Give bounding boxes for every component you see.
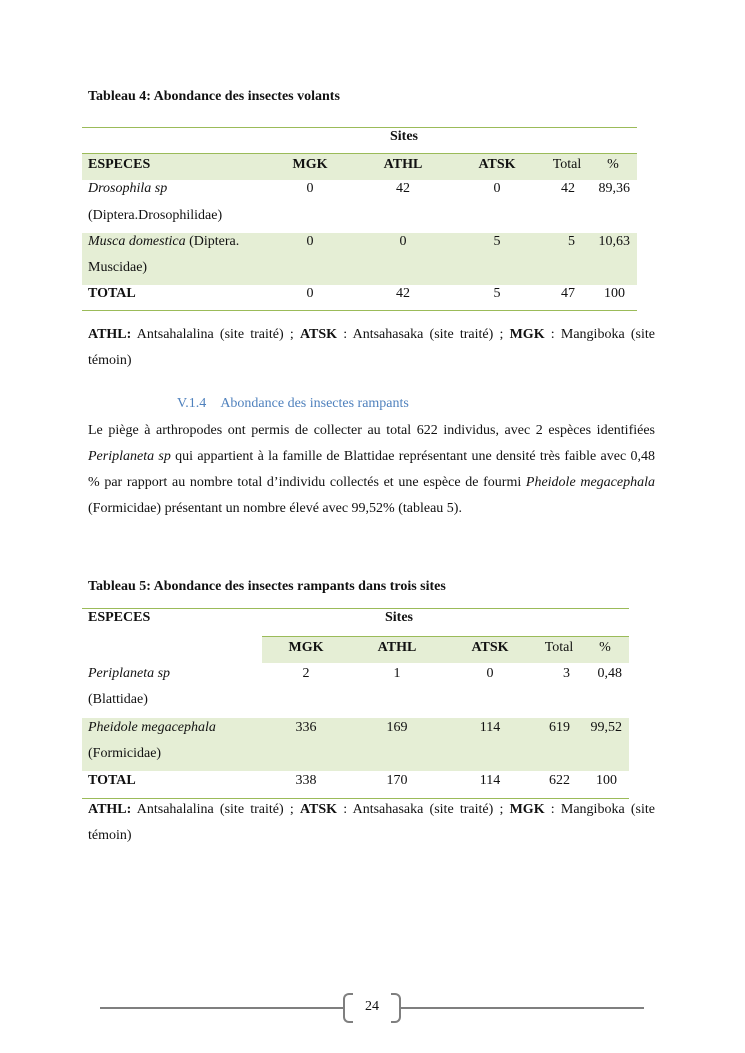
- table5-row1-atsk: 0: [486, 666, 494, 681]
- table5-col-athl: ATHL: [377, 640, 417, 655]
- note-atsk-text: : Antsahasaka (site traité) ;: [337, 327, 510, 342]
- table5-row2-family: (Formicidae): [88, 746, 162, 761]
- table4-row2-family-a: (Diptera.: [189, 234, 240, 249]
- footer-rule-right: [401, 1007, 644, 1009]
- table5-row2-total: 619: [549, 720, 570, 735]
- table4-row2-atsk: 5: [493, 234, 501, 249]
- table4-total-athl: 42: [396, 286, 410, 301]
- table5-col-mgk: MGK: [288, 640, 324, 655]
- note-mgk-text: : Mangiboka (site témoin): [88, 327, 655, 368]
- table5-row2-species: Pheidole megacephala: [88, 720, 216, 735]
- table4-row2-species: Musca domestica: [88, 234, 186, 249]
- table4-legend-note: [88, 322, 655, 374]
- table4-row2-total: 5: [568, 234, 575, 249]
- table5-total-mgk: 338: [295, 773, 317, 788]
- table5-col-total: Total: [544, 640, 574, 655]
- table5-row1-family: (Blattidae): [88, 692, 148, 707]
- table5-col-especes: ESPECES: [88, 610, 151, 625]
- table4-col-total: Total: [552, 157, 582, 172]
- table5-legend-note: [88, 797, 655, 849]
- table4-total-mgk: 0: [306, 286, 314, 301]
- note-athl-abbr: ATHL:: [88, 327, 132, 342]
- table5-total-label: TOTAL: [88, 773, 136, 788]
- footer-bracket-right: [391, 993, 401, 1023]
- table4-row1-family: (Diptera.Drosophilidae): [88, 208, 223, 223]
- note-mgk-abbr: MGK: [509, 327, 545, 342]
- note-mgk-text: : Mangiboka (site témoin): [88, 802, 655, 843]
- table4-row2-family-b: Muscidae): [88, 260, 148, 275]
- paragraph-text-3: (Formicidae) présentant un nombre élevé avec 99,52% (tableau 5).: [88, 501, 462, 516]
- table5-row1-total: 3: [563, 666, 570, 681]
- table4-caption: Tableau 4: Abondance des insectes volants: [88, 89, 340, 104]
- table5-row2-atsk: 114: [479, 720, 501, 735]
- table4-row2-athl: 0: [399, 234, 407, 249]
- note-atsk-text: : Antsahasaka (site traité) ;: [337, 802, 510, 817]
- table5-total-pct: 100: [596, 773, 617, 788]
- table4-row1-atsk: 0: [493, 181, 501, 196]
- note-atsk-abbr: ATSK: [299, 802, 338, 817]
- table5-col-atsk: ATSK: [471, 640, 509, 655]
- table5-row2-pct: 99,52: [590, 720, 622, 735]
- note-atsk-abbr: ATSK: [299, 327, 338, 342]
- note-athl-abbr: ATHL:: [88, 802, 132, 817]
- table4-col-atsk: ATSK: [478, 157, 516, 172]
- section-title: Abondance des insectes rampants: [220, 396, 409, 411]
- table4-row2-mgk: 0: [306, 234, 314, 249]
- paragraph-species-1: Periplaneta sp: [88, 449, 171, 464]
- table4-row1-total: 42: [561, 181, 575, 196]
- note-athl-text: Antsahalalina (site traité) ;: [131, 802, 300, 817]
- table4-sites-header: Sites: [390, 129, 418, 144]
- section-number: V.1.4: [177, 396, 207, 411]
- table5-total-total: 622: [549, 773, 570, 788]
- table5-row2-mgk: 336: [295, 720, 317, 735]
- body-paragraph: [88, 418, 655, 522]
- table5-total-atsk: 114: [479, 773, 501, 788]
- paragraph-text-1: Le piège à arthropodes ont permis de collecter au total 622 individus, avec 2 espèces identifiées: [88, 423, 655, 438]
- table4-col-especes: ESPECES: [88, 157, 151, 172]
- table4-col-athl: ATHL: [383, 157, 423, 172]
- page-number: 24: [365, 999, 379, 1014]
- table5-row1-pct: 0,48: [597, 666, 622, 681]
- table4-top-rule: [82, 127, 637, 128]
- table4-col-mgk: MGK: [292, 157, 328, 172]
- table4-total-atsk: 5: [493, 286, 501, 301]
- table4-total-label: TOTAL: [88, 286, 136, 301]
- table4-row1-species: Drosophila sp: [88, 181, 168, 196]
- table4-row2-species-line: [88, 233, 239, 251]
- note-athl-text: Antsahalalina (site traité) ;: [131, 327, 300, 342]
- footer-rule-left: [100, 1007, 343, 1009]
- paragraph-species-2: Pheidole megacephala: [525, 475, 655, 490]
- section-heading: [177, 396, 409, 412]
- table4-total-total: 47: [561, 286, 575, 301]
- table5-row1-species: Periplaneta sp: [88, 666, 171, 681]
- table4-row1-pct: 89,36: [598, 181, 630, 196]
- table4-total-pct: 100: [604, 286, 625, 301]
- paragraph-text-2: qui appartient à la famille de Blattidae représentant une densité très faible avec 0,48 % par rapport au nombre total d’individu collectés et une espèce de fourmi: [88, 449, 655, 490]
- table4-row2-pct: 10,63: [598, 234, 630, 249]
- table5-row1-mgk: 2: [302, 666, 310, 681]
- table5-caption: Tableau 5: Abondance des insectes rampants dans trois sites: [88, 579, 446, 594]
- table4-row1-mgk: 0: [306, 181, 314, 196]
- table4-bottom-rule: [82, 310, 637, 311]
- table5-total-athl: 170: [386, 773, 408, 788]
- table5-col-pct: %: [599, 640, 611, 655]
- footer-bracket-left: [343, 993, 353, 1023]
- note-mgk-abbr: MGK: [509, 802, 545, 817]
- table5-row1-athl: 1: [393, 666, 401, 681]
- table5-row2-athl: 169: [386, 720, 408, 735]
- table5-sites-header: Sites: [385, 610, 413, 625]
- table4-col-pct: %: [607, 157, 619, 172]
- table5-top-rule: [82, 608, 629, 609]
- table4-row1-athl: 42: [396, 181, 410, 196]
